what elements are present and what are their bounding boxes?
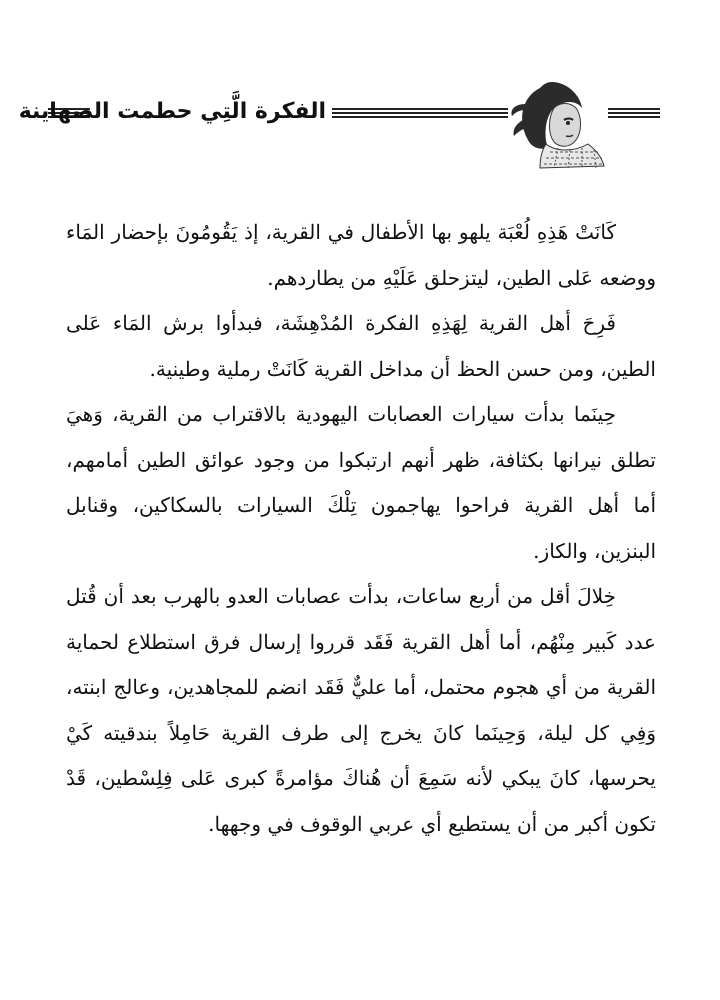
- page-header: [18, 78, 660, 168]
- paragraph: حِينَما بدأت سيارات العصابات اليهودية بالاقتراب من القرية، وَهيَ تطلق نيرانها بكثافة، ظهر أنهم ارتبكوا من وجود عوائق الطين أمامهم، أما أهل القرية فراحوا يهاجمون تِلْكَ السيارات بالسكاكين، وقنابل البنزين، والكاز.: [66, 402, 656, 563]
- paragraph: خِلالَ أقل من أربع ساعات، بدأت عصابات العدو بالهرب بعد أن قُتل عدد كَبير مِنْهُم، أما أهل القرية فَقَد قرروا إرسال فرق استطلاع لحماية القرية من أي هجوم محتمل، أما عليٌّ فَقَد انضم للمجاهدين، وعالج ابنته، وَفِي كل ليلة، وَحِينَما كانَ يخرج إلى طرف القرية حَامِلاً بندقيته كَيْ يحرسها، كانَ يبكي لأنه سَمِعَ أن هُناكَ مؤامرةً كبرى عَلى فِلِسْطين، قَدْ تكون أكبر من أن يستطيع أي عربي الوقوف في وجهها.: [66, 584, 656, 836]
- chapter-title: الفكرة الَّتِي حطمت الصهاينة: [18, 99, 326, 124]
- paragraph: كَانَتْ هَذِهِ لُعْبَة يلهو بها الأطفال في القرية، إذ يَقُومُونَ بإحضار المَاء ووضعه عَلى الطين، ليتزحلق عَلَيْهِ من يطاردهم.: [66, 220, 656, 290]
- girl-with-keffiyeh-illustration: [510, 78, 606, 170]
- story-body: [66, 210, 656, 847]
- header-rule-right: [608, 108, 660, 120]
- header-rule-middle: [332, 108, 508, 120]
- paragraph: فَرِحَ أهل القرية لِهَذِهِ الفكرة المُدْهِشَة، فبدأوا برش المَاء عَلى الطين، ومن حسن الحظ أن مداخل القرية كَانَتْ رملية وطينية.: [66, 311, 656, 381]
